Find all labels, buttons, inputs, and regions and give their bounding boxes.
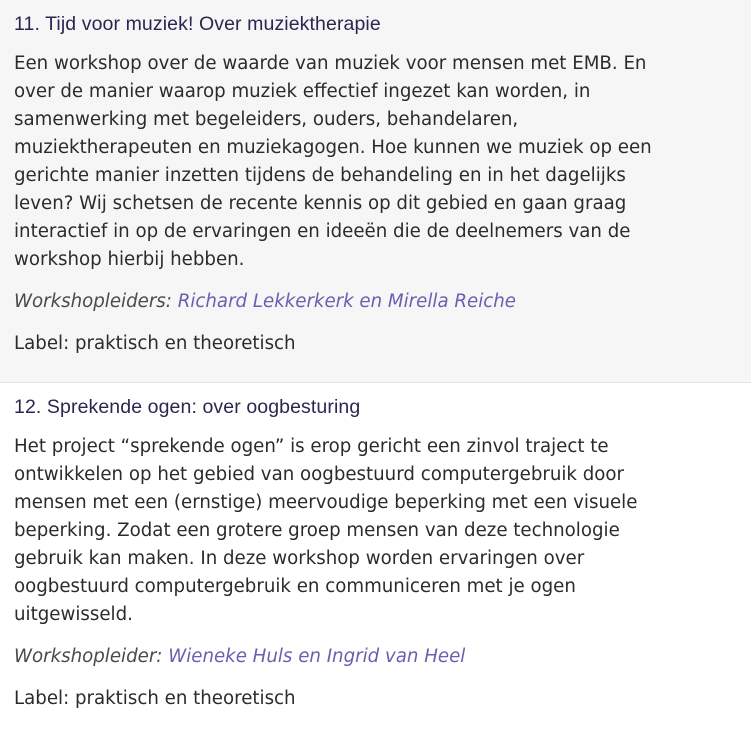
workshop-label: Label: praktisch en theoretisch bbox=[14, 688, 296, 709]
workshop-title: 11. Tijd voor muziek! Over muziektherapie bbox=[14, 13, 381, 35]
workshop-12 bbox=[0, 383, 751, 738]
workshop-leaders bbox=[14, 643, 737, 671]
leaders-label: Workshopleider: bbox=[14, 646, 163, 667]
workshop-description: Een workshop over de waarde van muziek voor mensen met EMB. En over de manier waarop muziek effectief ingezet kan worden, in samenwerking met begeleiders, ouders, behandelaren, muziektherapeuten en muziekagogen. Hoe kunnen we muziek op een gerichte manier inzetten tijdens de behandeling en in het dagelijks leven? Wij schetsen de recente kennis op dit gebied en gaan graag interactief in op de ervaringen en ideeën die de deelnemers van de workshop hierbij hebben. bbox=[14, 53, 652, 270]
workshop-description: Het project “sprekende ogen” is erop gericht een zinvol traject te ontwikkelen op het gebied van oogbestuurd computergebruik door mensen met een (ernstige) meervoudige beperking met een visuele beperking. Zodat een grotere groep mensen van deze technologie gebruik kan maken. In deze workshop worden ervaringen over oogbestuurd computergebruik en communiceren met je ogen uitgewisseld. bbox=[14, 436, 638, 625]
workshop-leaders bbox=[14, 288, 737, 316]
workshop-label: Label: praktisch en theoretisch bbox=[14, 333, 296, 354]
leaders-label: Workshopleiders: bbox=[14, 291, 172, 312]
leaders-names: Wieneke Huls en Ingrid van Heel bbox=[168, 646, 466, 667]
leaders-names: Richard Lekkerkerk en Mirella Reiche bbox=[177, 291, 516, 312]
workshop-title: 12. Sprekende ogen: over oogbesturing bbox=[14, 396, 361, 418]
